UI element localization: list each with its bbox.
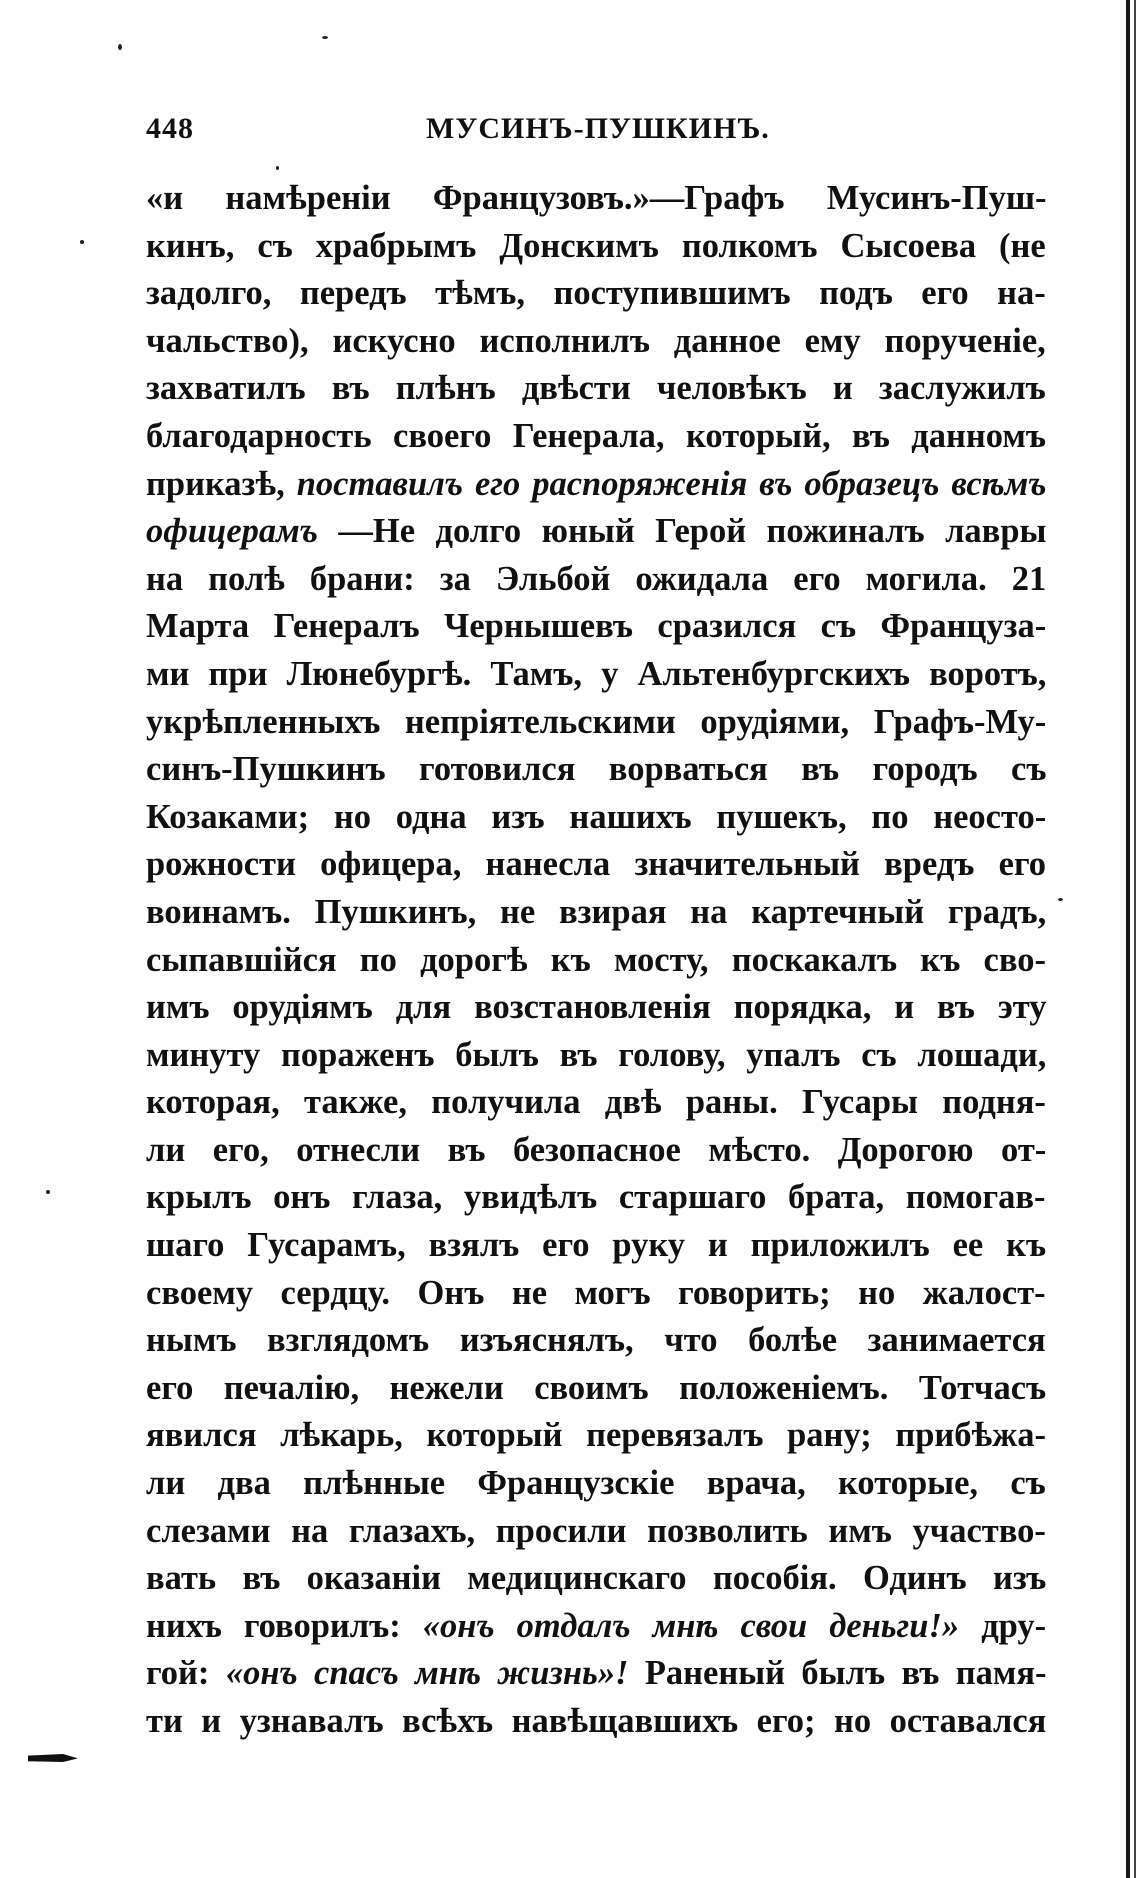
text-line [146, 413, 1046, 461]
scan-speck [46, 1190, 50, 1194]
text-segment: «и намѣренiи Французовъ.»—Графъ Мусинъ-Пуш- [146, 179, 1047, 217]
text-segment: воинамъ. Пушкинъ, не взирая на картечный градъ, [146, 892, 1047, 931]
text-segment: кинъ, съ храбрымъ Донскимъ полкомъ Сысоева (не [146, 226, 1046, 265]
page-header [146, 112, 1046, 152]
text-line [146, 603, 1046, 651]
text-segment: сыпавшiйся по дорогѣ къ мосту, поскакалъ къ сво- [146, 940, 1046, 979]
text-line [146, 984, 1046, 1032]
text-line [146, 1508, 1046, 1556]
text-line [146, 699, 1046, 747]
text-line [146, 175, 1046, 223]
text-segment: благодарность своего Генерала, который, въ данномъ [146, 416, 1046, 455]
text-segment: слезами на глазахъ, просили позволить имъ участво- [146, 1511, 1046, 1550]
scan-speck [1058, 898, 1063, 901]
italic-text-segment: офицерамъ [146, 512, 318, 551]
text-line [146, 794, 1046, 842]
text-segment: —Не долго юный Герой пожиналъ лавры [317, 512, 1047, 551]
text-line [146, 1079, 1046, 1127]
text-segment: ми при Люнебургѣ. Тамъ, у Альтенбургскихъ воротъ, [146, 654, 1047, 693]
text-segment: дру- [959, 1606, 1047, 1645]
text-segment: захватилъ въ плѣнъ двѣсти человѣкъ и заслужилъ [146, 369, 1046, 408]
page-edge-rule-secondary [1134, 0, 1136, 1878]
text-segment: нихъ говорилъ: [146, 1606, 423, 1645]
text-line [146, 365, 1046, 413]
text-line [146, 889, 1046, 937]
text-segment: задолго, передъ тѣмъ, поступившимъ подъ его на- [146, 274, 1046, 313]
italic-text-segment: поставилъ его распоряженiя въ образецъ всѣмъ [296, 464, 1047, 503]
text-segment: Марта Генералъ Чернышевъ сразился съ Француза- [146, 607, 1047, 646]
text-segment: рожности офицера, нанесла значительный вредъ его [146, 845, 1047, 884]
text-line [146, 841, 1046, 889]
text-segment: нымъ взглядомъ изъяснялъ, что болѣе занимается [146, 1321, 1046, 1360]
scan-speck [276, 166, 279, 170]
text-segment: гой: [146, 1654, 226, 1693]
text-segment: чальство), искусно исполнилъ данное ему порученiе, [146, 321, 1046, 360]
text-line [146, 556, 1046, 604]
text-line [146, 318, 1046, 366]
text-segment: имъ орудiямъ для возстановленiя порядка, и въ эту [146, 988, 1047, 1027]
text-segment: которая, также, получила двѣ раны. Гусары подня- [146, 1083, 1046, 1122]
text-segment: ли два плѣнные Французскiе врача, которые, съ [146, 1464, 1046, 1503]
text-segment: приказѣ, [146, 464, 297, 503]
text-segment: на полѣ брани: за Эльбой ожидала его могила. 21 [146, 559, 1047, 598]
text-line [146, 1698, 1046, 1746]
text-segment: ти и узнавалъ всѣхъ навѣщавшихъ его; но оставался [146, 1702, 1047, 1740]
text-line [146, 1127, 1046, 1175]
text-segment: крылъ онъ глаза, увидѣлъ старшаго брата, помогав- [146, 1178, 1046, 1217]
body-text [146, 175, 1046, 1746]
text-segment: Раненый былъ въ памя- [628, 1654, 1047, 1693]
scan-speck [118, 44, 122, 50]
italic-text-segment: «онъ отдалъ мнѣ свои деньги!» [422, 1606, 960, 1645]
scan-speck [322, 36, 328, 39]
text-segment: укрѣпленныхъ непрiятельскими орудiями, Графъ-Му- [146, 702, 1047, 741]
text-segment: его печалiю, нежели своимъ положенiемъ. Тотчасъ [146, 1368, 1047, 1407]
text-segment: вать въ оказанiи медицинскаго пособiя. Одинъ изъ [146, 1559, 1047, 1598]
text-segment: явился лѣкарь, который перевязалъ рану; прибѣжа- [146, 1416, 1046, 1455]
text-line [146, 270, 1046, 318]
text-segment: своему сердцу. Онъ не могъ говорить; но жалост- [146, 1273, 1046, 1312]
text-line [146, 508, 1046, 556]
text-line [146, 1222, 1046, 1270]
running-title: МУСИНЪ-ПУШКИНЪ. [426, 112, 770, 145]
text-line [146, 1460, 1046, 1508]
text-line [146, 1603, 1046, 1651]
text-line [146, 1555, 1046, 1603]
text-line [146, 1270, 1046, 1318]
text-line [146, 223, 1046, 271]
margin-mark [28, 1754, 78, 1762]
text-segment: минуту пораженъ былъ въ голову, упалъ съ лошади, [146, 1035, 1047, 1074]
scan-speck [80, 240, 84, 244]
text-line [146, 651, 1046, 699]
text-segment: Козаками; но одна изъ нашихъ пушекъ, по неосто- [146, 797, 1047, 836]
text-segment: шаго Гусарамъ, взялъ его руку и приложилъ ее къ [146, 1226, 1047, 1265]
text-line [146, 1365, 1046, 1413]
page-edge-rule [1126, 0, 1130, 1878]
text-line [146, 461, 1046, 509]
text-line [146, 1412, 1046, 1460]
text-segment: ли его, отнесли въ безопасное мѣсто. Дорогою от- [146, 1130, 1047, 1169]
text-line [146, 1650, 1046, 1698]
text-line [146, 1174, 1046, 1222]
text-line [146, 746, 1046, 794]
italic-text-segment: «онъ спасъ мнѣ жизнь»! [225, 1654, 629, 1693]
text-line [146, 1032, 1046, 1080]
page-number: 448 [146, 112, 194, 145]
text-segment: синъ-Пушкинъ готовился ворваться въ городъ съ [146, 750, 1047, 789]
text-line [146, 937, 1046, 985]
text-line [146, 1317, 1046, 1365]
